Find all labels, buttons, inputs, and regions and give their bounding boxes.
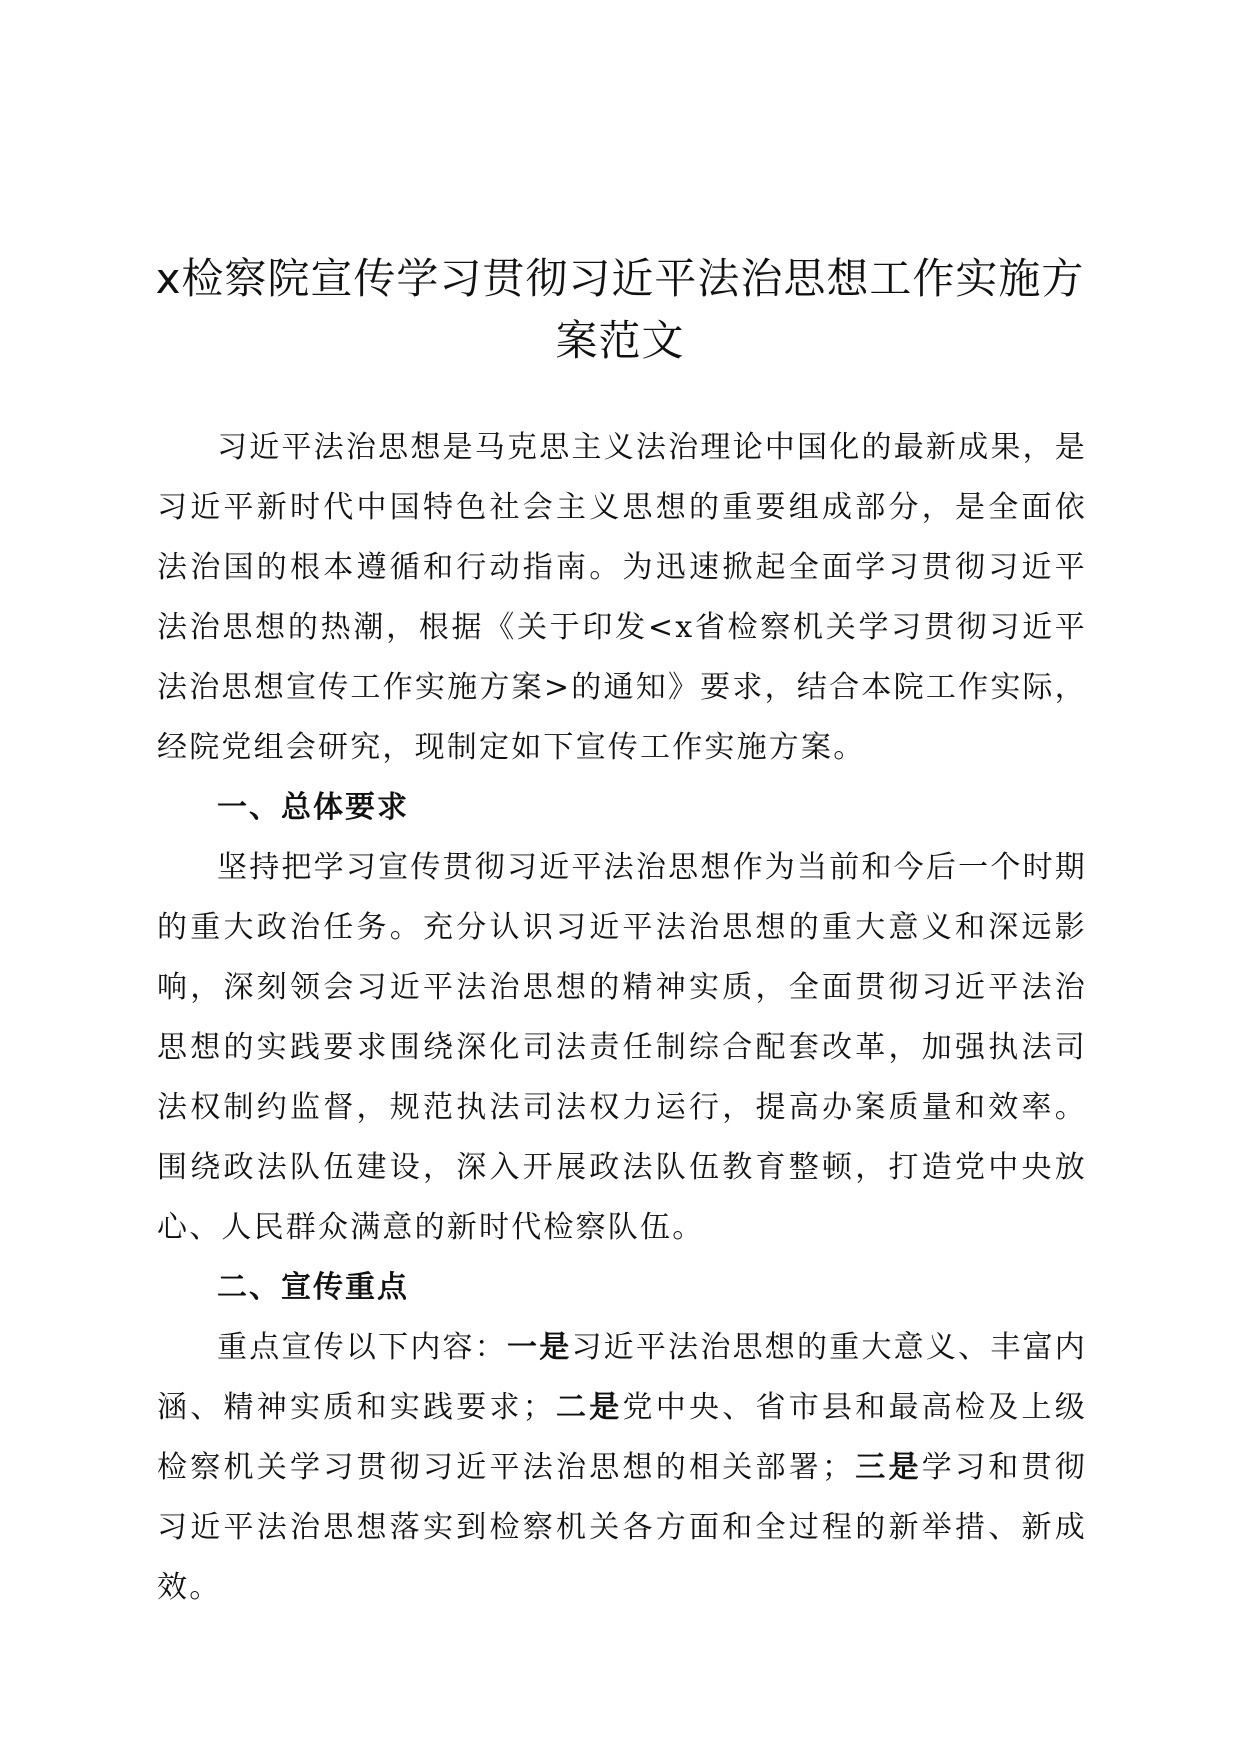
section-2-paragraph [157, 1318, 1087, 1618]
item-1-label: 一是 [507, 1330, 572, 1365]
item-2-label: 二是 [554, 1390, 623, 1425]
document-title: x检察院宣传学习贯彻习近平法治思想工作实施方案范文 [155, 254, 1085, 365]
item-1-text: 习近平法治思想的重大意义、丰富内涵、精神实质和实践要求； [157, 1330, 1087, 1425]
item-3-text: 学习和贯彻习近平法治思想落实到检察机关各方面和全过程的新举措、新成效。 [157, 1450, 1088, 1605]
section-1-paragraph: 坚持把学习宣传贯彻习近平法治思想作为当前和今后一个时期的重大政治任务。充分认识习近平法治思想的重大意义和深远影响，深刻领会习近平法治思想的精神实质，全面贯彻习近平法治思想的实践要求围绕深化司法责任制综合配套改革，加强执法司法权制约监督，规范执法司法权力运行，提高办案质量和效率。围绕政法队伍建设，深入开展政法队伍教育整顿，打造党中央放心、人民群众满意的新时代检察队伍。 [157, 850, 1087, 1245]
section-2-lead: 重点宣传以下内容： [217, 1330, 507, 1365]
section-1-heading: 一、总体要求 [217, 790, 409, 825]
item-2-text: 党中央、省市县和最高检及上级检察机关学习贯彻习近平法治思想的相关部署； [157, 1390, 1087, 1485]
intro-paragraph: 习近平法治思想是马克思主义法治理论中国化的最新成果，是习近平新时代中国特色社会主义思想的重要组成部分，是全面依法治国的根本遵循和行动指南。为迅速掀起全面学习贯彻习近平法治思想的热潮，根据《关于印发<x省检察机关学习贯彻习近平法治思想宣传工作实施方案>的通知》要求，结合本院工作实际，经院党组会研究，现制定如下宣传工作实施方案。 [157, 430, 1087, 765]
item-3-label: 三是 [854, 1450, 922, 1485]
section-2-heading: 二、宣传重点 [217, 1270, 409, 1305]
document-body [157, 418, 1087, 1618]
